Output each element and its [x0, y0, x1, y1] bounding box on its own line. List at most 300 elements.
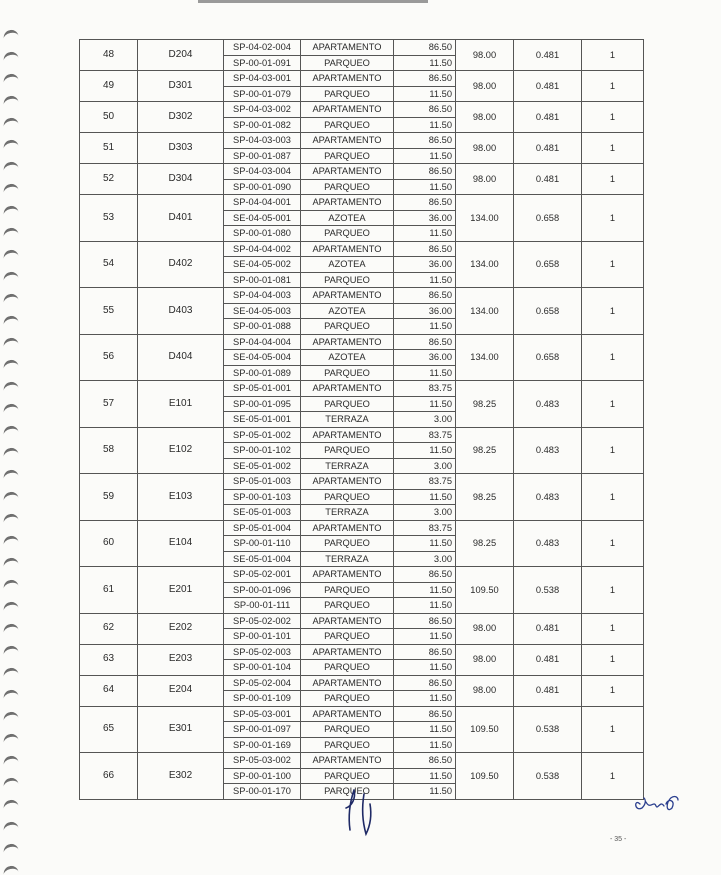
finca-code: SP-00-01-109: [224, 691, 301, 707]
finca-code: SE-04-05-004: [224, 350, 301, 366]
finca-code: SP-05-01-003: [224, 474, 301, 490]
row-number: 58: [80, 427, 138, 474]
finca-code: SP-00-01-081: [224, 272, 301, 288]
binding-ring: [2, 139, 18, 150]
finca-type: AZOTEA: [301, 210, 394, 226]
finca-area: 83.75: [394, 381, 456, 397]
finca-code: SP-00-01-104: [224, 660, 301, 676]
binding-ring: [2, 513, 18, 524]
finca-type: PARQUEO: [301, 365, 394, 381]
finca-code: SP-00-01-087: [224, 148, 301, 164]
coefficient: 0.483: [514, 427, 582, 474]
vote: 1: [582, 427, 644, 474]
finca-type: AZOTEA: [301, 257, 394, 273]
finca-code: SP-04-04-004: [224, 334, 301, 350]
row-number: 54: [80, 241, 138, 288]
finca-type: PARQUEO: [301, 536, 394, 552]
finca-area: 11.50: [394, 226, 456, 242]
binding-ring: [2, 271, 18, 282]
finca-area: 11.50: [394, 148, 456, 164]
finca-area: 11.50: [394, 598, 456, 614]
table-row: [80, 381, 644, 397]
finca-area: 11.50: [394, 55, 456, 71]
row-number: 66: [80, 753, 138, 800]
vote: 1: [582, 567, 644, 614]
total-area: 98.25: [456, 381, 514, 428]
finca-type: PARQUEO: [301, 55, 394, 71]
binding-ring: [2, 73, 18, 84]
finca-type: APARTAMENTO: [301, 706, 394, 722]
unit-code: E103: [138, 474, 224, 521]
finca-type: AZOTEA: [301, 303, 394, 319]
coefficient: 0.481: [514, 102, 582, 133]
table-row: [80, 195, 644, 211]
finca-area: 86.50: [394, 288, 456, 304]
binding-ring: [2, 359, 18, 370]
binding-ring: [2, 227, 18, 238]
finca-code: SP-00-01-102: [224, 443, 301, 459]
coefficient: 0.658: [514, 334, 582, 381]
finca-type: PARQUEO: [301, 396, 394, 412]
table-row: [80, 241, 644, 257]
coefficient: 0.483: [514, 381, 582, 428]
table-row: [80, 474, 644, 490]
finca-code: SP-04-04-002: [224, 241, 301, 257]
vote: 1: [582, 164, 644, 195]
finca-type: APARTAMENTO: [301, 195, 394, 211]
unit-code: E301: [138, 706, 224, 753]
coefficient: 0.481: [514, 40, 582, 71]
table-row: [80, 675, 644, 691]
binding-ring: [2, 293, 18, 304]
row-number: 63: [80, 644, 138, 675]
finca-area: 11.50: [394, 691, 456, 707]
total-area: 98.00: [456, 675, 514, 706]
total-area: 98.00: [456, 644, 514, 675]
finca-area: 11.50: [394, 117, 456, 133]
finca-code: SE-04-05-002: [224, 257, 301, 273]
finca-area: 11.50: [394, 536, 456, 552]
finca-area: 36.00: [394, 350, 456, 366]
binding-ring: [2, 161, 18, 172]
finca-code: SP-04-03-004: [224, 164, 301, 180]
finca-type: PARQUEO: [301, 598, 394, 614]
finca-type: PARQUEO: [301, 737, 394, 753]
binding-ring: [2, 623, 18, 634]
finca-code: SE-05-01-003: [224, 505, 301, 521]
unit-code: D402: [138, 241, 224, 288]
vote: 1: [582, 195, 644, 242]
vote: 1: [582, 381, 644, 428]
table-row: [80, 164, 644, 180]
finca-type: PARQUEO: [301, 272, 394, 288]
finca-type: APARTAMENTO: [301, 381, 394, 397]
unit-code: D403: [138, 288, 224, 335]
finca-code: SP-00-01-082: [224, 117, 301, 133]
row-number: 59: [80, 474, 138, 521]
coefficient: 0.538: [514, 567, 582, 614]
finca-area: 11.50: [394, 582, 456, 598]
unit-code: D303: [138, 133, 224, 164]
table-row: [80, 520, 644, 536]
coefficient: 0.658: [514, 195, 582, 242]
vote: 1: [582, 71, 644, 102]
unit-code: E204: [138, 675, 224, 706]
finca-type: APARTAMENTO: [301, 567, 394, 583]
finca-area: 86.50: [394, 334, 456, 350]
finca-area: 36.00: [394, 257, 456, 273]
finca-type: APARTAMENTO: [301, 102, 394, 118]
coefficient: 0.483: [514, 520, 582, 567]
finca-area: 86.50: [394, 613, 456, 629]
coefficient: 0.658: [514, 288, 582, 335]
total-area: 98.25: [456, 520, 514, 567]
finca-type: APARTAMENTO: [301, 334, 394, 350]
row-number: 64: [80, 675, 138, 706]
total-area: 98.00: [456, 102, 514, 133]
finca-type: TERRAZA: [301, 412, 394, 428]
finca-type: PARQUEO: [301, 319, 394, 335]
finca-type: APARTAMENTO: [301, 71, 394, 87]
finca-code: SP-00-01-096: [224, 582, 301, 598]
finca-code: SE-04-05-001: [224, 210, 301, 226]
finca-area: 11.50: [394, 629, 456, 645]
finca-code: SP-00-01-100: [224, 768, 301, 784]
total-area: 98.25: [456, 474, 514, 521]
finca-code: SP-04-03-002: [224, 102, 301, 118]
binding-ring: [2, 29, 18, 40]
finca-type: PARQUEO: [301, 86, 394, 102]
row-number: 57: [80, 381, 138, 428]
vote: 1: [582, 133, 644, 164]
coefficient: 0.483: [514, 474, 582, 521]
binding-ring: [2, 403, 18, 414]
coefficient: 0.481: [514, 675, 582, 706]
finca-type: PARQUEO: [301, 179, 394, 195]
binding-ring: [2, 381, 18, 392]
binding-ring: [2, 733, 18, 744]
table-row: [80, 753, 644, 769]
total-area: 109.50: [456, 567, 514, 614]
table-row: [80, 133, 644, 149]
finca-type: PARQUEO: [301, 148, 394, 164]
finca-type: APARTAMENTO: [301, 164, 394, 180]
row-number: 50: [80, 102, 138, 133]
finca-code: SP-00-01-170: [224, 784, 301, 800]
table-row: [80, 71, 644, 87]
finca-code: SP-05-03-002: [224, 753, 301, 769]
table-row: [80, 613, 644, 629]
total-area: 98.00: [456, 613, 514, 644]
vote: 1: [582, 40, 644, 71]
finca-code: SP-00-01-103: [224, 489, 301, 505]
finca-type: PARQUEO: [301, 691, 394, 707]
finca-type: APARTAMENTO: [301, 520, 394, 536]
coefficient: 0.481: [514, 71, 582, 102]
row-number: 52: [80, 164, 138, 195]
binding-ring: [2, 117, 18, 128]
binding-ring: [2, 711, 18, 722]
binding-ring: [2, 821, 18, 832]
coefficient: 0.481: [514, 644, 582, 675]
unit-code: D302: [138, 102, 224, 133]
vote: 1: [582, 288, 644, 335]
finca-code: SP-00-01-111: [224, 598, 301, 614]
table-row: [80, 567, 644, 583]
row-number: 61: [80, 567, 138, 614]
binding-ring: [2, 51, 18, 62]
row-number: 55: [80, 288, 138, 335]
binding-ring: [2, 557, 18, 568]
finca-code: SE-05-01-004: [224, 551, 301, 567]
finca-code: SE-05-01-001: [224, 412, 301, 428]
finca-area: 11.50: [394, 179, 456, 195]
finca-area: 11.50: [394, 86, 456, 102]
finca-code: SP-05-01-002: [224, 427, 301, 443]
finca-code: SP-05-01-004: [224, 520, 301, 536]
finca-area: 3.00: [394, 505, 456, 521]
finca-area: 11.50: [394, 365, 456, 381]
unit-code: E101: [138, 381, 224, 428]
row-number: 65: [80, 706, 138, 753]
finca-type: PARQUEO: [301, 443, 394, 459]
finca-type: APARTAMENTO: [301, 675, 394, 691]
finca-code: SP-00-01-095: [224, 396, 301, 412]
vote: 1: [582, 675, 644, 706]
finca-type: APARTAMENTO: [301, 133, 394, 149]
total-area: 134.00: [456, 195, 514, 242]
finca-area: 11.50: [394, 396, 456, 412]
finca-code: SP-00-01-110: [224, 536, 301, 552]
vote: 1: [582, 753, 644, 800]
finca-area: 86.50: [394, 753, 456, 769]
finca-area: 86.50: [394, 40, 456, 56]
finca-type: PARQUEO: [301, 660, 394, 676]
property-table: [79, 39, 644, 800]
finca-type: PARQUEO: [301, 629, 394, 645]
finca-area: 86.50: [394, 133, 456, 149]
binding-ring: [2, 205, 18, 216]
page-number: - 35 -: [610, 836, 627, 843]
row-number: 56: [80, 334, 138, 381]
total-area: 98.00: [456, 133, 514, 164]
signature-right: [632, 792, 682, 823]
unit-code: D404: [138, 334, 224, 381]
binding-ring: [2, 469, 18, 480]
finca-type: APARTAMENTO: [301, 241, 394, 257]
coefficient: 0.481: [514, 164, 582, 195]
table-row: [80, 427, 644, 443]
binding-ring: [2, 777, 18, 788]
finca-area: 86.50: [394, 71, 456, 87]
finca-type: APARTAMENTO: [301, 613, 394, 629]
finca-code: SE-05-01-002: [224, 458, 301, 474]
finca-code: SP-00-01-091: [224, 55, 301, 71]
finca-area: 11.50: [394, 660, 456, 676]
finca-code: SP-00-01-101: [224, 629, 301, 645]
unit-code: E302: [138, 753, 224, 800]
finca-type: APARTAMENTO: [301, 40, 394, 56]
binding-ring: [2, 183, 18, 194]
finca-area: 83.75: [394, 520, 456, 536]
finca-code: SP-00-01-088: [224, 319, 301, 335]
finca-code: SP-05-02-001: [224, 567, 301, 583]
finca-area: 36.00: [394, 303, 456, 319]
binding-ring: [2, 601, 18, 612]
binding-ring: [2, 447, 18, 458]
finca-code: SP-00-01-169: [224, 737, 301, 753]
unit-code: E201: [138, 567, 224, 614]
finca-code: SP-04-04-003: [224, 288, 301, 304]
finca-code: SP-00-01-080: [224, 226, 301, 242]
table-row: [80, 102, 644, 118]
table-row: [80, 334, 644, 350]
finca-area: 86.50: [394, 644, 456, 660]
binding-ring: [2, 799, 18, 810]
unit-code: E202: [138, 613, 224, 644]
finca-area: 3.00: [394, 551, 456, 567]
finca-type: APARTAMENTO: [301, 474, 394, 490]
binding-ring: [2, 337, 18, 348]
finca-type: AZOTEA: [301, 350, 394, 366]
coefficient: 0.658: [514, 241, 582, 288]
total-area: 98.00: [456, 164, 514, 195]
vote: 1: [582, 644, 644, 675]
finca-type: TERRAZA: [301, 505, 394, 521]
vote: 1: [582, 241, 644, 288]
finca-type: PARQUEO: [301, 722, 394, 738]
finca-type: PARQUEO: [301, 768, 394, 784]
finca-code: SP-04-03-003: [224, 133, 301, 149]
coefficient: 0.538: [514, 706, 582, 753]
table-row: [80, 288, 644, 304]
finca-code: SP-04-04-001: [224, 195, 301, 211]
binding-ring: [2, 249, 18, 260]
total-area: 109.50: [456, 706, 514, 753]
finca-code: SP-04-03-001: [224, 71, 301, 87]
finca-area: 86.50: [394, 164, 456, 180]
finca-area: 83.75: [394, 474, 456, 490]
unit-code: D304: [138, 164, 224, 195]
finca-area: 11.50: [394, 768, 456, 784]
finca-type: APARTAMENTO: [301, 753, 394, 769]
binding-ring: [2, 535, 18, 546]
finca-code: SP-00-01-097: [224, 722, 301, 738]
total-area: 134.00: [456, 241, 514, 288]
binding-ring: [2, 843, 18, 854]
total-area: 98.00: [456, 71, 514, 102]
finca-type: PARQUEO: [301, 226, 394, 242]
row-number: 62: [80, 613, 138, 644]
finca-type: APARTAMENTO: [301, 644, 394, 660]
binding-ring: [2, 689, 18, 700]
finca-area: 86.50: [394, 102, 456, 118]
finca-code: SP-05-02-003: [224, 644, 301, 660]
finca-type: APARTAMENTO: [301, 427, 394, 443]
binding-ring: [2, 579, 18, 590]
finca-area: 86.50: [394, 195, 456, 211]
row-number: 53: [80, 195, 138, 242]
row-number: 51: [80, 133, 138, 164]
binding-ring: [2, 491, 18, 502]
finca-code: SP-04-02-004: [224, 40, 301, 56]
unit-code: D204: [138, 40, 224, 71]
vote: 1: [582, 334, 644, 381]
finca-code: SE-04-05-003: [224, 303, 301, 319]
total-area: 134.00: [456, 334, 514, 381]
finca-area: 86.50: [394, 675, 456, 691]
finca-area: 86.50: [394, 241, 456, 257]
finca-type: APARTAMENTO: [301, 288, 394, 304]
row-number: 48: [80, 40, 138, 71]
finca-area: 83.75: [394, 427, 456, 443]
finca-code: SP-00-01-089: [224, 365, 301, 381]
vote: 1: [582, 706, 644, 753]
total-area: 98.00: [456, 40, 514, 71]
binding-ring: [2, 315, 18, 326]
top-edge-mark: [198, 0, 428, 3]
finca-type: PARQUEO: [301, 489, 394, 505]
finca-type: TERRAZA: [301, 551, 394, 567]
vote: 1: [582, 474, 644, 521]
finca-type: PARQUEO: [301, 117, 394, 133]
unit-code: D401: [138, 195, 224, 242]
finca-area: 11.50: [394, 443, 456, 459]
vote: 1: [582, 520, 644, 567]
finca-area: 86.50: [394, 706, 456, 722]
table-row: [80, 644, 644, 660]
finca-type: PARQUEO: [301, 582, 394, 598]
signature-left: [340, 786, 384, 843]
binding-ring: [2, 95, 18, 106]
coefficient: 0.538: [514, 753, 582, 800]
binding-ring: [2, 755, 18, 766]
finca-type: TERRAZA: [301, 458, 394, 474]
finca-area: 11.50: [394, 784, 456, 800]
coefficient: 0.481: [514, 613, 582, 644]
total-area: 134.00: [456, 288, 514, 335]
finca-area: 36.00: [394, 210, 456, 226]
finca-code: SP-05-03-001: [224, 706, 301, 722]
finca-area: 3.00: [394, 412, 456, 428]
table-row: [80, 40, 644, 56]
finca-code: SP-05-02-004: [224, 675, 301, 691]
finca-area: 11.50: [394, 722, 456, 738]
unit-code: D301: [138, 71, 224, 102]
table-row: [80, 706, 644, 722]
table-body: [80, 40, 644, 800]
total-area: 109.50: [456, 753, 514, 800]
finca-code: SP-00-01-090: [224, 179, 301, 195]
finca-area: 11.50: [394, 319, 456, 335]
finca-code: SP-05-01-001: [224, 381, 301, 397]
binding-ring: [2, 425, 18, 436]
unit-code: E203: [138, 644, 224, 675]
finca-area: 86.50: [394, 567, 456, 583]
binding-ring: [2, 667, 18, 678]
finca-area: 11.50: [394, 737, 456, 753]
finca-type: PARQUEO: [301, 784, 394, 800]
row-number: 60: [80, 520, 138, 567]
finca-area: 3.00: [394, 458, 456, 474]
finca-code: SP-00-01-079: [224, 86, 301, 102]
total-area: 98.25: [456, 427, 514, 474]
coefficient: 0.481: [514, 133, 582, 164]
binding-ring: [2, 865, 18, 875]
binding-ring: [2, 645, 18, 656]
finca-code: SP-05-02-002: [224, 613, 301, 629]
finca-area: 11.50: [394, 489, 456, 505]
